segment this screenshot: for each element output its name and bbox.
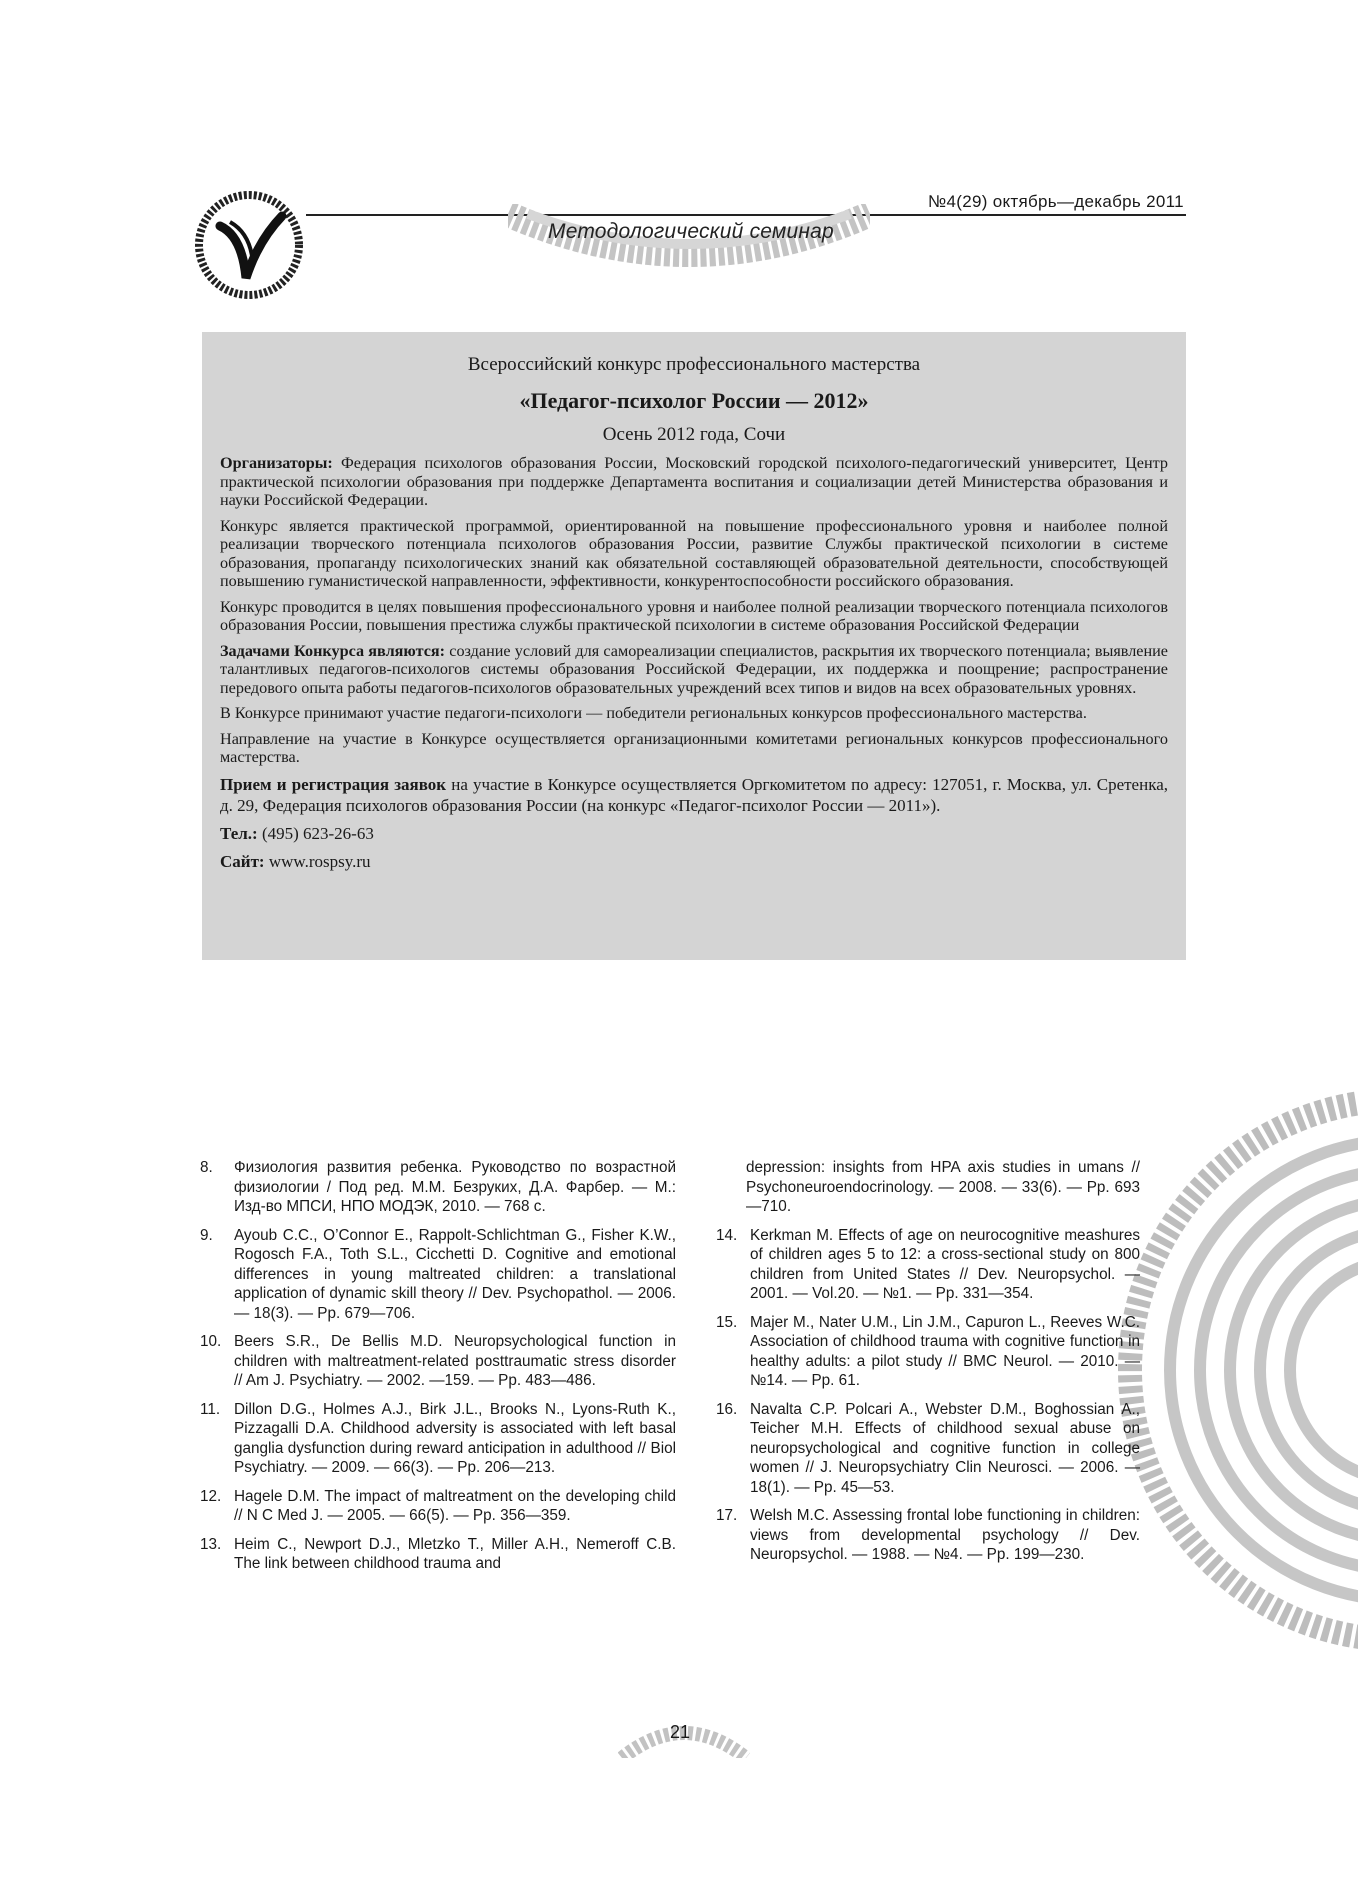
contest-date-place: Осень 2012 года, Сочи bbox=[602, 424, 786, 445]
reception-label: Прием и регистрация заявок bbox=[220, 774, 447, 794]
tasks-paragraph bbox=[220, 642, 1168, 698]
reference-number: 9. bbox=[200, 1226, 213, 1244]
organizers-paragraph bbox=[220, 454, 1168, 510]
reference-number: 10. bbox=[200, 1333, 222, 1350]
reference-text: Dillon D.G., Holmes A.J., Birk J.L., Brooks N., Lyons-Ruth K., Pizzagalli D.A. Childhood adversity is associated with left basal ganglia dysfunction during reward anticipation in adulthood // Biol Psychiatry. — 2009. — 66(3). — Pp. 206—213. bbox=[234, 1400, 676, 1476]
reference-item bbox=[200, 1487, 676, 1526]
reference-continuation: depression: insights from HPA axis studies in umans // Psychoneuroendocrinology. — 2008. — 33(6). — Pp. 693—710. bbox=[746, 1159, 1140, 1215]
site-line bbox=[220, 851, 1168, 872]
reference-number: 17. bbox=[716, 1507, 738, 1524]
issue-info: №4(29) октябрь—декабрь 2011 bbox=[928, 192, 1184, 211]
reference-text: Hagele D.M. The impact of maltreatment on the developing child // N C Med J. — 2005. — 66(5). — Pp. 356—359. bbox=[234, 1487, 676, 1524]
reference-item bbox=[200, 1400, 676, 1478]
phone-value: (495) 623-26-63 bbox=[257, 823, 374, 843]
reference-item bbox=[716, 1226, 1140, 1304]
contest-subtitle: Всероссийский конкурс профессионального мастерства bbox=[467, 354, 921, 375]
reference-item bbox=[716, 1400, 1140, 1498]
references-right-column bbox=[716, 1158, 1140, 1574]
contest-title: «Педагог-психолог России — 2012» bbox=[519, 388, 869, 413]
reference-text: Kerkman M. Effects of age on neurocognitive meashures of children ages 5 to 12: a cross-sectional study on 800 children from United States // Dev. Neuropsychol. — 2001. — Vol.20. — №1. — Pp. 331—354. bbox=[750, 1226, 1140, 1302]
reference-item bbox=[716, 1313, 1140, 1391]
section-title: Методологический семинар bbox=[548, 220, 834, 243]
reference-text: Ayoub C.C., O’Connor E., Rappolt-Schlichtman G., Fisher K.W., Rogosch F.A., Toth S.L., Cicchetti D. Cognitive and emotional differences in young maltreated children: a translational application of dynamic skill theory // Dev. Psychopathol. — 2006. — 18(3). — Pp. 679—706. bbox=[234, 1226, 676, 1322]
reference-item bbox=[200, 1535, 676, 1574]
header-gear-ornament bbox=[508, 204, 870, 284]
reference-number: 13. bbox=[200, 1535, 222, 1553]
reception-text: на участие в Конкурсе осуществляется Оргкомитетом по адресу: 127051, г. Москва, ул. Сретенка, д. 29, Федерация психологов образования России (на конкурс «Педагог-психолог России — 2011»). bbox=[220, 774, 1168, 815]
phone-line bbox=[220, 823, 1168, 844]
announcement-box bbox=[202, 332, 1186, 960]
reference-number: 11. bbox=[200, 1400, 221, 1418]
reference-text: Navalta C.P. Polcari A., Webster D.M., Boghossian A., Teicher M.H. Effects of childhood sexual abuse on neuropsychological and cognitive function in college women // J. Neuropsychiatry Clin Neurosci. — 2006. — 18(1). — Pp. 45—53. bbox=[750, 1400, 1140, 1496]
phone-label: Тел.: bbox=[220, 823, 258, 843]
reference-item bbox=[200, 1158, 676, 1217]
journal-logo bbox=[190, 186, 308, 304]
reference-number: 8. bbox=[200, 1159, 213, 1176]
page-number: 21 bbox=[670, 1722, 691, 1742]
direction-paragraph: Направление на участие в Конкурсе осуществляется организационными комитетами региональных конкурсов профессионального мастерства. bbox=[220, 729, 1168, 766]
references-left-column bbox=[200, 1158, 676, 1583]
reference-number: 12. bbox=[200, 1487, 222, 1505]
reference-item bbox=[200, 1226, 676, 1324]
tasks-label: Задачами Конкурса являются: bbox=[220, 641, 446, 660]
reception-paragraph bbox=[220, 774, 1168, 816]
reference-text: Физиология развития ребенка. Руководство по возрастной физиологии / Под ред. М.М. Безруких, Д.А. Фарбер. — М.: Изд-во МПСИ, НПО МОДЭК, 2010. — 768 с. bbox=[234, 1159, 676, 1215]
reference-number: 16. bbox=[716, 1400, 738, 1418]
reference-text: Beers S.R., De Bellis M.D. Neuropsychological function in children with maltreatment-related posttraumatic stress disorder // Am J. Psychiatry. — 2002. —159. — Pp. 483—486. bbox=[234, 1333, 676, 1389]
reference-text: Heim C., Newport D.J., Mletzko T., Miller A.H., Nemeroff C.B. The link between childhood trauma and bbox=[234, 1535, 676, 1572]
reference-text: Welsh M.C. Assessing frontal lobe functioning in children: views from developmental psychology // Dev. Neuropsychol. — 1988. — №4. — Pp. 199—230. bbox=[750, 1507, 1140, 1563]
participants-paragraph: В Конкурсе принимают участие педагоги-психологи — победители региональных конкурсов профессионального мастерства. bbox=[220, 704, 1087, 722]
goals-paragraph: Конкурс проводится в целях повышения профессионального уровня и наиболее полной реализации творческого потенциала психологов образования России, повышения престижа службы практической психологии в системе образования Российской Федерации bbox=[220, 597, 1168, 634]
tasks-text: создание условий для самореализации специалистов, раскрытия их творческого потенциала; выявление талантливых педагогов-психологов системы образования Российской Федерации, их поддержка и поощрение; распространение передового опыта работы педагогов-психологов образовательных учреждений всех типов и видов на всех образовательных уровнях. bbox=[220, 641, 1168, 697]
program-paragraph: Конкурс является практической программой, ориентированной на повышение профессионального уровня и наиболее полной реализации творческого потенциала психологов образования России, развитие Службы практической психологии в системе образования, пропаганду психологических знаний как обязательной составляющей образовательной деятельности, способствующей повышению гуманистической направленности, эффективности, конкурентоспособности российского образования. bbox=[220, 516, 1168, 590]
reference-text: Majer M., Nater U.M., Lin J.M., Capuron L., Reeves W.C. Association of childhood trauma with cognitive function in healthy adults: a pilot study // BMC Neurol. — 2010. — №14. — Pp. 61. bbox=[750, 1313, 1140, 1389]
reference-number: 14. bbox=[716, 1226, 738, 1244]
reference-item bbox=[200, 1332, 676, 1391]
reference-number: 15. bbox=[716, 1313, 738, 1331]
organizers-label: Организаторы: bbox=[220, 454, 333, 472]
site-link[interactable]: www.rospsy.ru bbox=[264, 851, 371, 871]
organizers-text: Федерация психологов образования России, Московский городской психолого-педагогический университет, Центр практической психологии образования при поддержке Департамента воспитания и социализации детей Министерства образования и науки Российской Федерации. bbox=[220, 454, 1168, 509]
reference-item bbox=[716, 1506, 1140, 1565]
site-label: Сайт: bbox=[220, 851, 265, 871]
